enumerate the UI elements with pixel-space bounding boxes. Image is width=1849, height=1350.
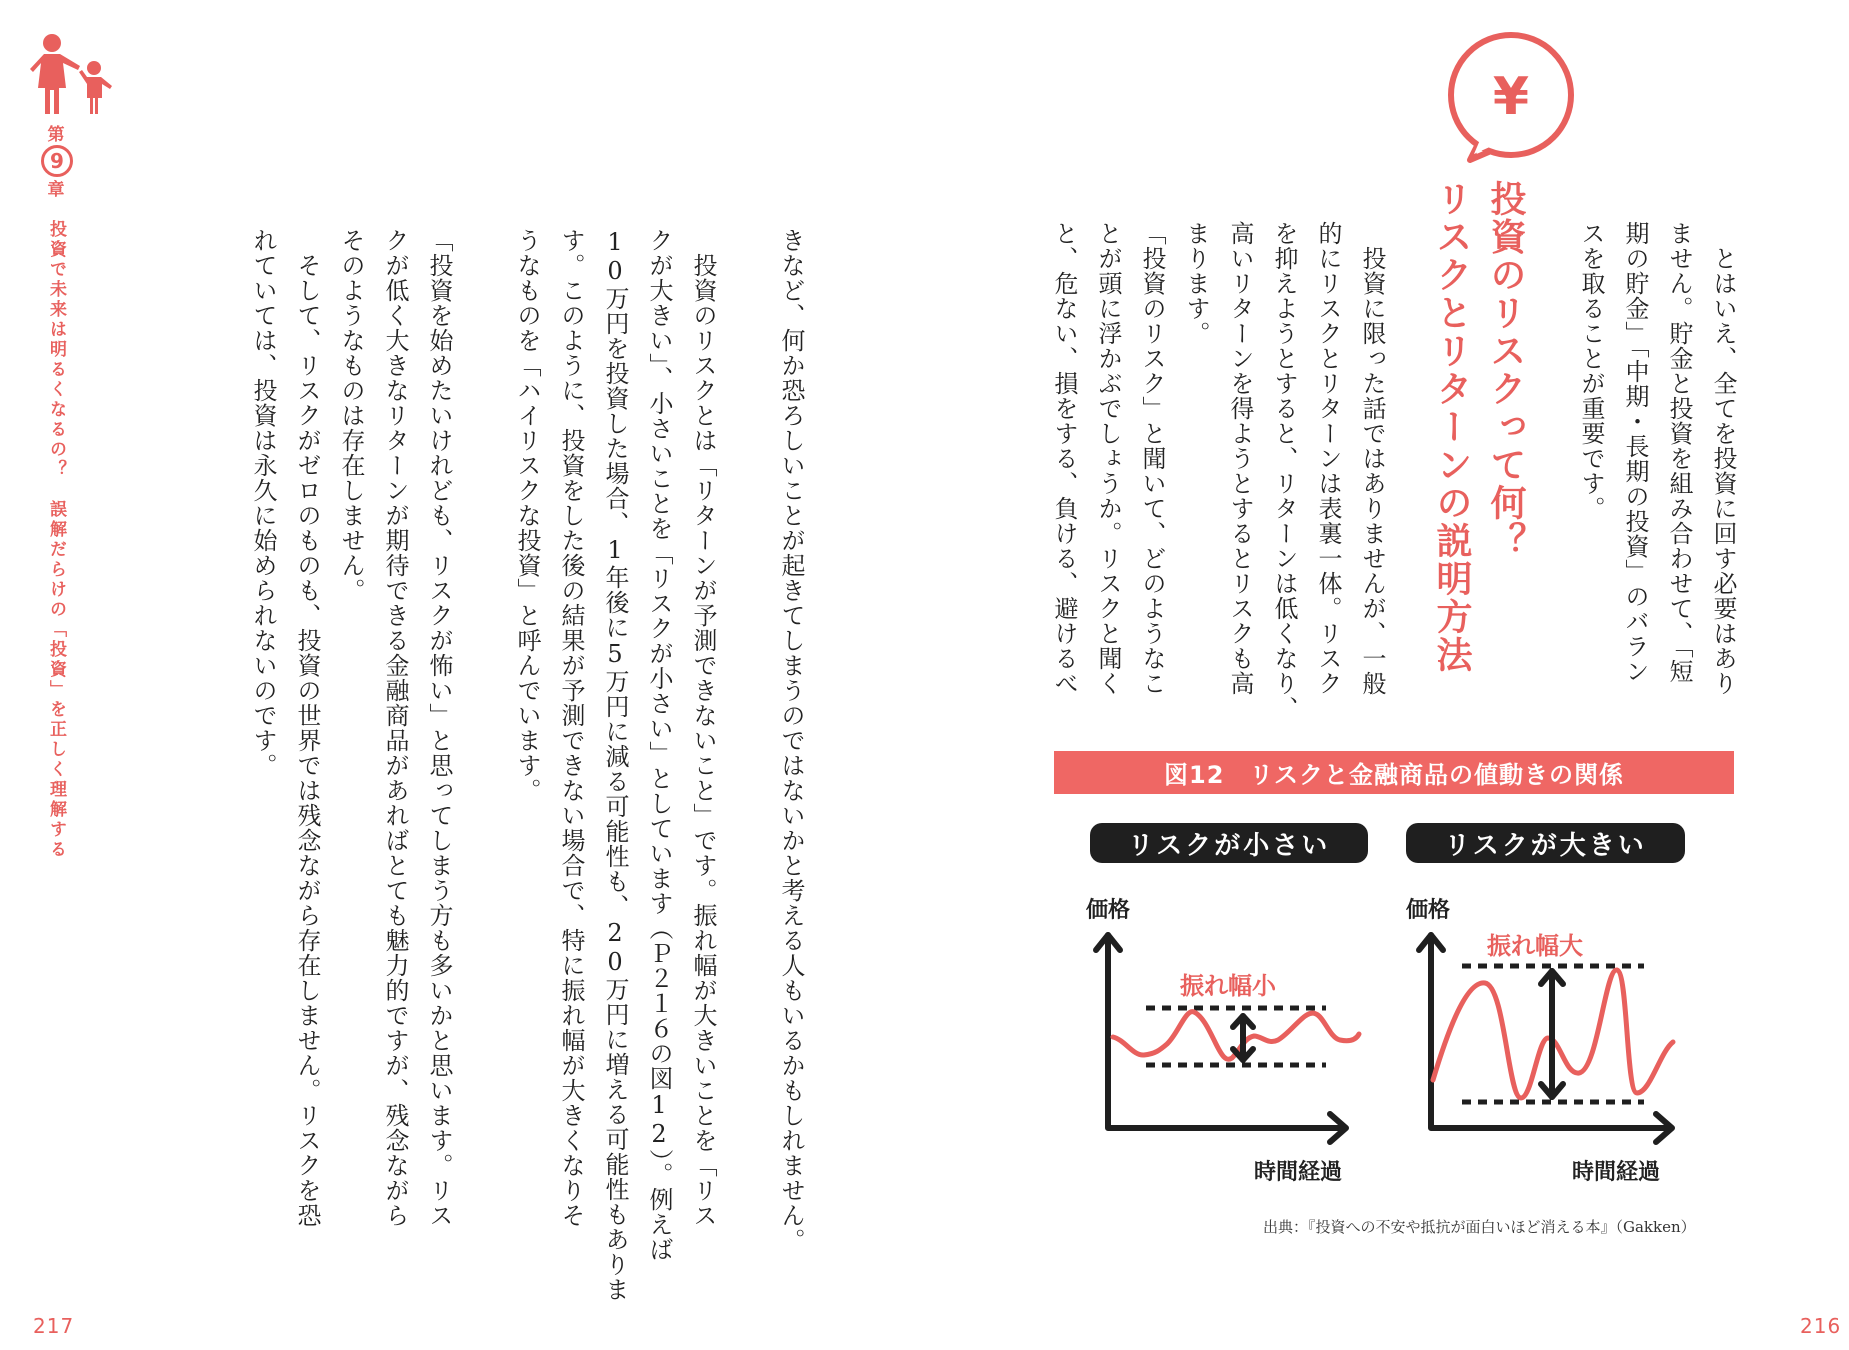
paragraph-line: スを取ることが重要です。 — [1577, 221, 1605, 521]
paragraph-line: 投資に限った話ではありませんが、一般 — [1358, 246, 1386, 696]
figure-source: 出典：『投資への不安や抵抗が面白いほど消える本』（Gakken） — [1263, 1218, 1696, 1236]
paragraph-line: そのようなものは存在しません。 — [337, 228, 365, 603]
low-risk-label-text: リスクが小さい — [1127, 830, 1331, 861]
paragraph-line: クが大きい」、小さいことを「リスクが小さい」としています（Ｐ２１６の図12）。例えば — [645, 228, 673, 1262]
large-swing-label: 振れ幅大 — [1487, 932, 1583, 960]
paragraph-line: れていては、投資は永久に始められないのです。 — [249, 228, 277, 778]
paragraph-line: うなものを「ハイリスクな投資」と呼んでいます。 — [513, 228, 541, 803]
paragraph-line: 10万円を投資した場合、1年後に5万円に減る可能性も、20万円に増える可能性もありま — [601, 228, 629, 1302]
section-title-line: 投資のリスクって何？ — [1485, 180, 1526, 560]
large-swing-arrow — [1541, 971, 1563, 1097]
chapter-title: 投資で未来は明るくなるの？ 誤解だらけの「投資」を正しく理解する — [46, 220, 66, 860]
paragraph-line: 「投資のリスク」と聞いて、どのようなこ — [1138, 221, 1166, 696]
chapter-number: 9 — [50, 149, 64, 173]
paragraph-line: 「投資を始めたいけれども、リスクが怖い」と思ってしまう方も多いかと思います。リス — [425, 228, 453, 1228]
paragraph-line: ません。貯金と投資を組み合わせて、「短 — [1665, 221, 1693, 684]
chapter-prefix: 第 — [47, 125, 65, 145]
right-x-axis-label: 時間経過 — [1572, 1160, 1661, 1185]
chapter-suffix: 章 — [47, 180, 65, 200]
left-axes — [1096, 935, 1346, 1142]
figure-title: 図12 リスクと金融商品の値動きの関係 — [1164, 761, 1624, 789]
right-y-axis-label: 価格 — [1406, 898, 1451, 923]
paragraph-line: 期の貯金」「中期・長期の投資」のバラン — [1621, 221, 1649, 684]
paragraph-line: を抑えようとすると、リターンは低くなり、 — [1270, 221, 1298, 721]
paragraph-line: 的にリスクとリターンは表裏一体。リスク — [1314, 221, 1342, 696]
section-title-line: リスクとリターンの説明方法 — [1431, 180, 1472, 674]
paragraph-line: そして、リスクがゼロのものも、投資の世界では残念ながら存在しません。リスクを恐 — [293, 253, 321, 1228]
paragraph-line: まります。 — [1182, 221, 1210, 346]
paragraph-line: と、危ない、損をする、負ける、避けるべ — [1050, 221, 1078, 696]
paragraph-line: 投資のリスクとは「リターンが予測できないこと」です。振れ幅が大きいことを「リス — [689, 253, 717, 1228]
high-risk-label-text: リスクが大きい — [1444, 830, 1647, 861]
paragraph-line: とが頭に浮かぶでしょうか。リスクと聞く — [1094, 221, 1122, 696]
paragraph-line: 高いリターンを得ようとするとリスクも高 — [1226, 221, 1254, 696]
paragraph-line: きなど、何か恐ろしいことが起きてしまうのではないかと考える人もいるかもしれません。 — [777, 228, 805, 1253]
svg-text:¥: ¥ — [1492, 67, 1530, 127]
left-y-axis-label: 価格 — [1086, 898, 1131, 923]
small-swing-label: 振れ幅小 — [1180, 972, 1276, 1000]
page-number-left: 217 — [33, 1314, 75, 1338]
paragraph-line: す。このように、投資をした後の結果が予測できない場合で、特に振れ幅が大きくなりそ — [557, 228, 585, 1228]
page-number-right: 216 — [1800, 1314, 1842, 1338]
paragraph-line: とはいえ、全てを投資に回す必要はあり — [1709, 246, 1737, 696]
left-x-axis-label: 時間経過 — [1254, 1160, 1343, 1185]
paragraph-line: クが低く大きなリターンが期待できる金融商品があればとても魅力的ですが、残念ながら — [381, 228, 409, 1228]
